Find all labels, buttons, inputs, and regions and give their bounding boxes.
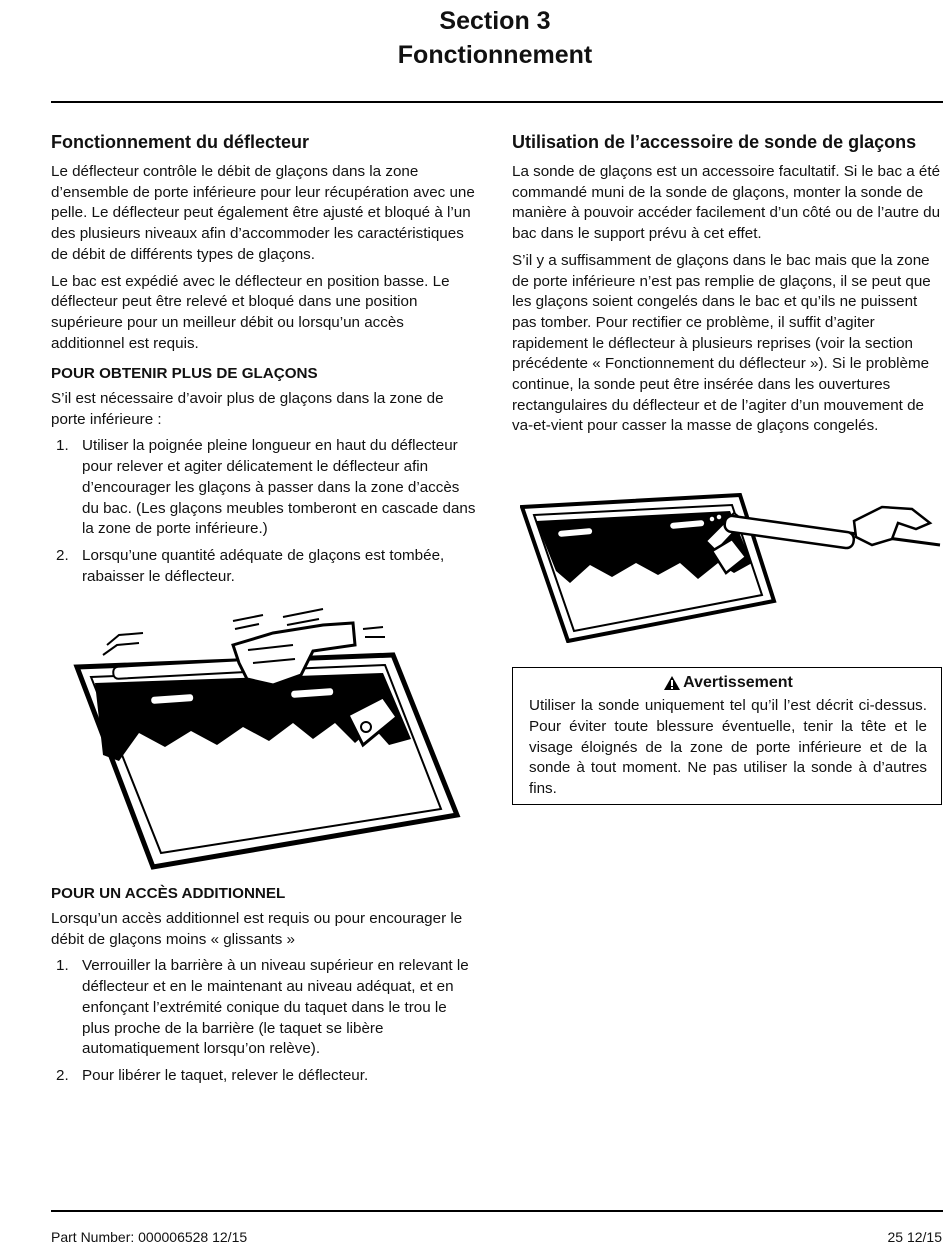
bottom-divider: [51, 1210, 943, 1212]
warning-triangle-icon: [663, 675, 681, 691]
step-number: 2.: [56, 1066, 69, 1084]
probe-heading: Utilisation de l’accessoire de sonde de glaçons: [512, 132, 917, 152]
warning-title-text: Avertissement: [683, 674, 793, 692]
section-number: Section 3: [439, 7, 551, 35]
list-item: [51, 546, 476, 587]
deflector-heading: Fonctionnement du déflecteur: [51, 132, 310, 152]
warning-title: [529, 670, 927, 696]
more-ice-heading: POUR OBTENIR PLUS DE GLAÇONS: [51, 365, 318, 383]
probe-paragraph-1: La sonde de glaçons est un accessoire facultatif. Si le bac a été commandé muni de la sonde de glaçons, monter la sonde de manière à pouvoir accéder facilement d’un côté ou de l’autre du bac dans le support prévu à cet effet.: [512, 163, 941, 243]
step-text: Lorsqu’une quantité adéquate de glaçons est tombée, rabaisser le déflecteur.: [82, 546, 445, 585]
deflector-paragraph-2: Le bac est expédié avec le déflecteur en position basse. Le déflecteur peut être relevé et bloqué dans une position supérieure pour un meilleur débit ou lorsqu’un accès additionnel est requis.: [51, 272, 450, 352]
page-header: [0, 4, 950, 72]
page-title: Fonctionnement: [397, 41, 593, 69]
more-ice-steps: [51, 436, 476, 587]
top-divider: [51, 101, 943, 103]
left-column: [51, 130, 476, 1093]
step-text: Verrouiller la barrière à un niveau supérieur en relevant le déflecteur et en le maintenant au niveau adéquat, et en enfonçant l’extrémité conique du taquet dans le trou le plus proche de la barrière (le taquet se libère automatiquement lorsqu’on relève).: [82, 957, 469, 1058]
list-item: [51, 956, 476, 1060]
extra-access-heading: POUR UN ACCÈS ADDITIONNEL: [51, 885, 286, 903]
warning-box: [512, 667, 942, 805]
page-number: 25 12/15: [887, 1229, 942, 1245]
ice-probe-illustration: [520, 493, 945, 643]
list-item: [51, 436, 476, 540]
right-column: [512, 130, 942, 805]
part-number: Part Number: 000006528 12/15: [51, 1229, 248, 1245]
step-number: 2.: [56, 546, 69, 564]
extra-access-steps: [51, 956, 476, 1086]
step-text: Pour libérer le taquet, relever le déflecteur.: [82, 1066, 369, 1084]
deflector-paragraph-1: Le déflecteur contrôle le débit de glaçons dans la zone d’ensemble de porte inférieure pour leur récupération avec une pelle. Le déflecteur peut également être ajusté et bloqué à l’un des plusieurs niveaux afin d’accommoder les caractéristiques de débit de différents types de glaçons.: [51, 163, 475, 263]
more-ice-intro: S’il est nécessaire d’avoir plus de glaçons dans la zone de porte inférieure :: [51, 390, 444, 428]
deflector-illustration: [73, 605, 463, 870]
warning-text: Utiliser la sonde uniquement tel qu’il l’est décrit ci-dessus. Pour éviter toute blessure éventuelle, tenir la tête et le visage éloignés de la zone de porte inférieure et de la sonde à tout moment. Ne pas utiliser la sonde à d’autres fins.: [529, 697, 927, 797]
probe-paragraph-2: S’il y a suffisamment de glaçons dans le bac mais que la zone de porte inférieure n’est pas remplie de glaçons, il se peut que les glaçons soient congelés dans le bac et qu’ils ne puissent pas tomber. Pour rectifier ce problème, il suffit d’agiter rapidement le déflecteur à plusieurs reprises (voir la section précédente « Fonctionnement du déflecteur »). Si le problème continue, la sonde peut être insérée dans les ouvertures rectangulaires du déflecteur et de l’agiter d’un mouvement de va-et-vient pour casser la masse de glaçons congelés.: [512, 251, 931, 435]
step-number: 1.: [56, 957, 69, 975]
step-number: 1.: [56, 437, 69, 455]
step-text: Utiliser la poignée pleine longueur en haut du déflecteur pour relever et agiter délicatement le déflecteur afin d’encourager les glaçons à passer dans la zone d’accès du bac. (Les glaçons meubles tomberont en cascade dans la zone de porte inférieure.): [82, 437, 476, 538]
extra-access-intro: Lorsqu’un accès additionnel est requis ou pour encourager le débit de glaçons moins « glissants »: [51, 910, 463, 948]
list-item: [51, 1066, 476, 1087]
